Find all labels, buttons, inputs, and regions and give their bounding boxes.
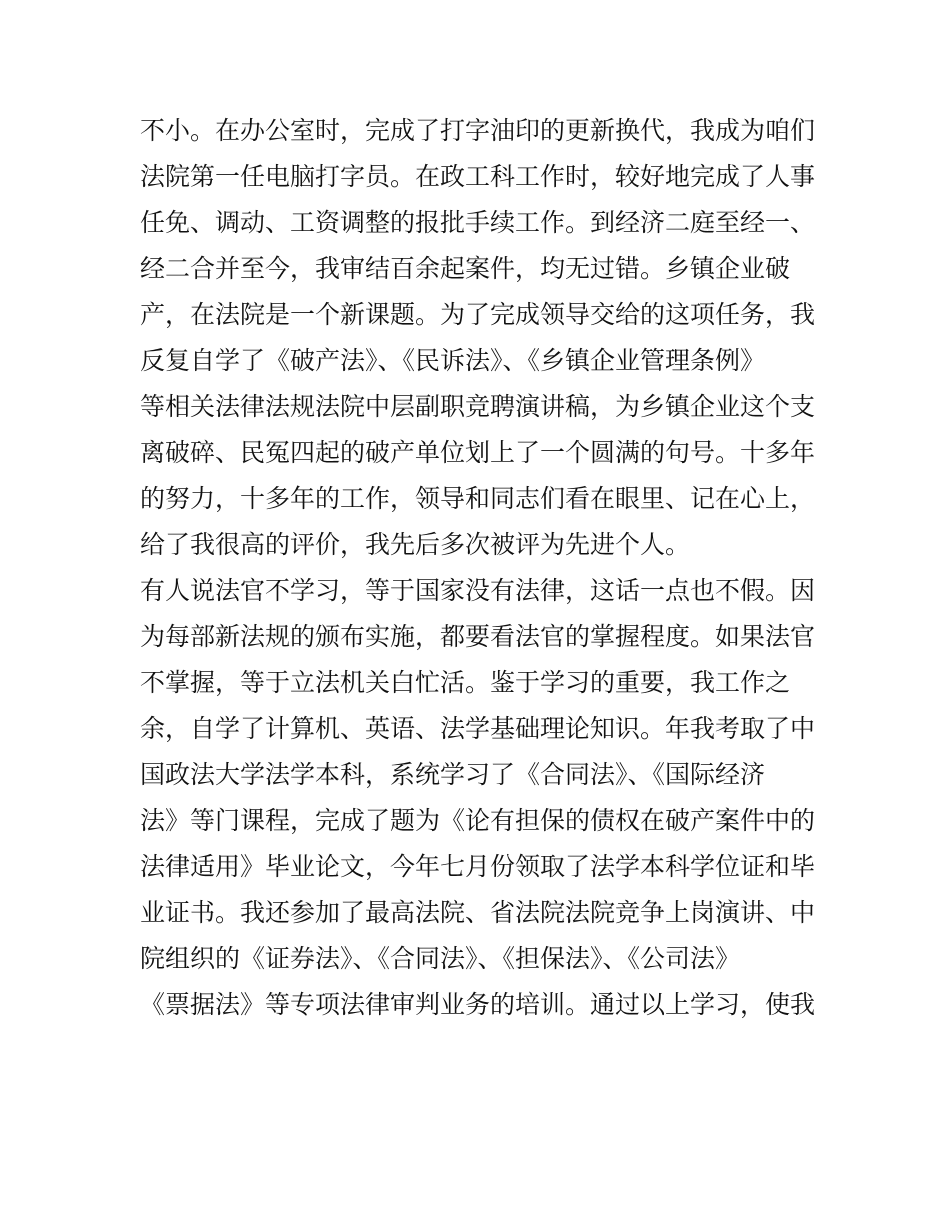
text-line: 经二合并至今，我审结百余起案件，均无过错。乡镇企业破 — [140, 254, 791, 283]
text-line: 法律适用》毕业论文，今年七月份领取了法学本科学位证和毕 — [140, 852, 816, 881]
text-line: 给了我很高的评价，我先后多次被评为先进个人。 — [140, 530, 691, 559]
text-line: 法院第一任电脑打字员。在政工科工作时，较好地完成了人事 — [140, 162, 816, 191]
text-line: 任免、调动、工资调整的报批手续工作。到经济二庭至经一、 — [140, 208, 816, 237]
text-line: 《票据法》等专项法律审判业务的培训。通过以上学习，使我 — [140, 990, 816, 1019]
text-line: 反复自学了《破产法》、《民诉法》、《乡镇企业管理条例》 — [140, 346, 766, 375]
text-line: 不小。在办公室时，完成了打字油印的更新换代，我成为咱们 — [140, 116, 816, 145]
text-line: 业证书。我还参加了最高法院、省法院法院竞争上岗演讲、中 — [140, 898, 816, 927]
text-line: 为每部新法规的颁布实施，都要看法官的掌握程度。如果法官 — [140, 622, 816, 651]
text-line: 等相关法律法规法院中层副职竞聘演讲稿，为乡镇企业这个支 — [140, 392, 816, 421]
text-line: 国政法大学法学本科，系统学习了《合同法》、《国际经济 — [140, 760, 766, 789]
text-line: 离破碎、民冤四起的破产单位划上了一个圆满的句号。十多年 — [140, 438, 816, 467]
text-line: 有人说法官不学习，等于国家没有法律，这话一点也不假。因 — [140, 576, 816, 605]
text-line: 余，自学了计算机、英语、法学基础理论知识。年我考取了中 — [140, 714, 816, 743]
text-line: 的努力，十多年的工作，领导和同志们看在眼里、记在心上， — [140, 484, 816, 513]
text-line: 不掌握，等于立法机关白忙活。鉴于学习的重要，我工作之 — [140, 668, 791, 697]
text-line: 产，在法院是一个新课题。为了完成领导交给的这项任务，我 — [140, 300, 816, 329]
text-line: 法》等门课程，完成了题为《论有担保的债权在破产案件中的 — [140, 806, 816, 835]
text-line: 院组织的《证券法》、《合同法》、《担保法》、《公司法》 — [140, 944, 741, 973]
body-text — [140, 108, 820, 1028]
